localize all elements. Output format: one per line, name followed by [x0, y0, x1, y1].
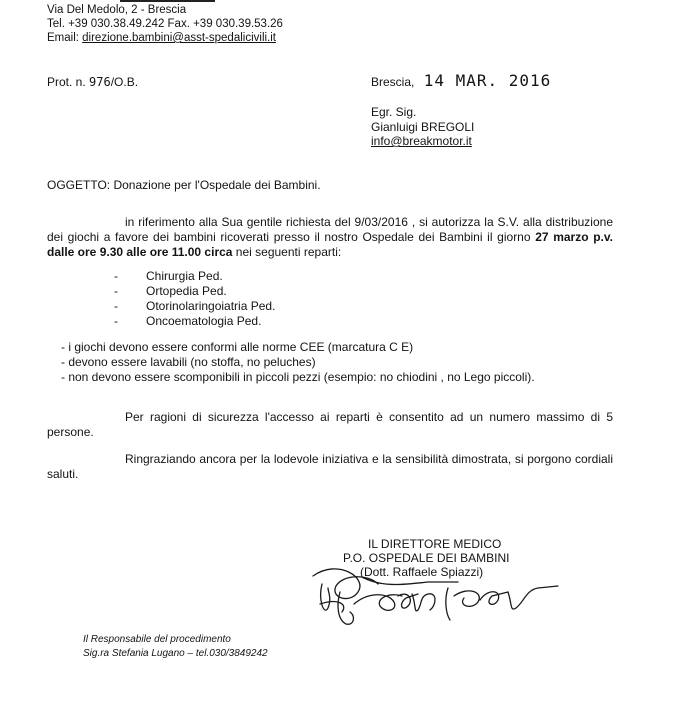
recipient-email [371, 134, 472, 149]
header-address: Via Del Medolo, 2 - Brescia [47, 4, 187, 16]
header-email-link[interactable]: direzione.bambini@asst-spedalicivili.it [82, 32, 276, 44]
list-item: - Chirurgia Ped. [114, 269, 275, 284]
signature-title: IL DIRETTORE MEDICO [368, 537, 502, 551]
protocol-number: 976 [89, 75, 111, 89]
paragraph-safety [47, 410, 613, 440]
footer-contact: Sig.ra Stefania Lugano – tel.030/3849242 [83, 648, 268, 659]
header-email-label: Email: [47, 32, 79, 44]
requirements-list [61, 340, 535, 385]
subject-label: OGGETTO: [47, 178, 111, 192]
subject-text: Donazione per l'Ospedale dei Bambini. [113, 178, 321, 192]
list-item: - Oncoematologia Ped. [114, 314, 275, 329]
date-stamp: 14 MAR. 2016 [423, 71, 552, 90]
paragraph-authorization-end: nei seguenti reparti: [232, 245, 342, 259]
date-line [371, 73, 551, 90]
recipient-name: Gianluigi BREGOLI [371, 120, 475, 134]
paragraph-closing [47, 452, 613, 482]
paragraph-authorization [47, 215, 613, 260]
recipient-email-link[interactable]: info@breakmotor.it [371, 134, 472, 148]
protocol-suffix: /O.B. [110, 75, 139, 89]
footer-responsible: Il Responsabile del procedimento [83, 634, 231, 645]
list-item: - Ortopedia Ped. [114, 284, 275, 299]
subject-line [47, 178, 321, 193]
paragraph-authorization-start: in riferimento alla Sua gentile richiesta del 9/03/2016 , si autorizza la S.V. alla distribuzione dei giochi a favore dei bambini ricoverati presso il nostro Ospedale dei Bambini il giorno [47, 215, 613, 244]
list-item: - Otorinolaringoiatria Ped. [114, 299, 275, 314]
protocol-prefix: Prot. n. [47, 75, 86, 89]
signature-org: P.O. OSPEDALE DEI BAMBINI [343, 551, 510, 565]
recipient-salutation: Egr. Sig. [371, 105, 417, 119]
paragraph-authorization-bold: 27 marzo p.v. dalle ore 9.30 alle ore 11.00 circa [47, 230, 614, 259]
paragraph-safety-text: Per ragioni di sicurezza l'accesso ai reparti è consentito ad un numero massimo di 5 persone. [47, 410, 613, 439]
list-item: - i giochi devono essere conformi alle norme CEE (marcatura C E) [61, 340, 414, 354]
header-rule [120, 0, 215, 2]
handwritten-signature [298, 548, 598, 648]
list-item: - devono essere lavabili (no stoffa, no peluches) [61, 355, 316, 369]
departments-list [114, 269, 275, 329]
paragraph-closing-text: Ringraziando ancora per la lodevole iniziativa e la sensibilità dimostrata, si porgono cordiali saluti. [47, 452, 613, 481]
list-item: - non devono essere scomponibili in piccoli pezzi (esempio: no chiodini , no Lego piccoli). [61, 370, 535, 384]
date-place: Brescia, [371, 75, 415, 89]
header-email-line [47, 31, 276, 46]
protocol-line [47, 75, 138, 90]
header-phone-fax: Tel. +39 030.38.49.242 Fax. +39 030.39.53.26 [47, 18, 283, 30]
signature-name: (Dott. Raffaele Spiazzi) [360, 565, 484, 579]
